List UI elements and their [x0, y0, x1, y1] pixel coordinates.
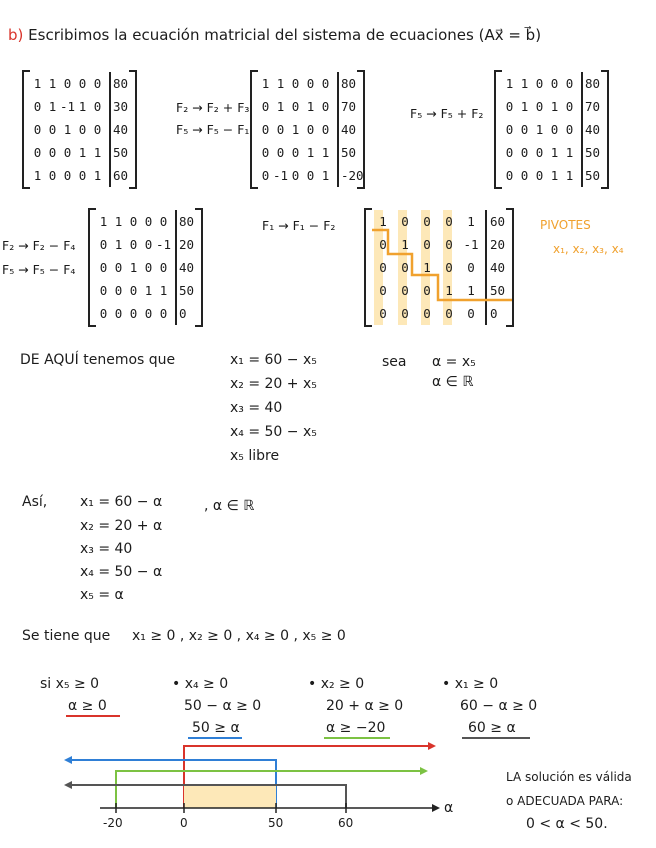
param-eq-2: x₂ = 20 + α — [80, 518, 163, 534]
matrix-cell: 0 — [379, 306, 387, 321]
matrix-cell: 1 — [93, 145, 102, 160]
solution-eq-5: x₅ libre — [230, 448, 280, 464]
matrix-cell: 0 — [291, 168, 300, 183]
row-op-2: F₅ → F₅ + F₂ — [410, 106, 484, 121]
matrix-cell: 1 — [276, 76, 285, 91]
row-op-1a: F₂ → F₂ + F₃ — [176, 100, 250, 115]
matrix-cell: 1 — [129, 260, 138, 275]
matrix-cell: 0 — [261, 145, 270, 160]
matrix-cell: 1 — [321, 145, 330, 160]
matrix-cell: 0 — [467, 306, 475, 321]
case2-line2: 50 − α ≥ 0 — [184, 698, 262, 714]
augmented-cell: 0 — [179, 306, 187, 321]
matrix-cell: 0 — [114, 260, 123, 275]
matrix-cell: 0 — [291, 99, 300, 114]
matrix-cell: 1 — [550, 168, 559, 183]
augmented-cell: 70 — [585, 99, 601, 114]
matrix-cell: 1 — [535, 122, 544, 137]
matrix-cell: 1 — [291, 122, 300, 137]
matrix-cell: 1 — [48, 99, 57, 114]
matrix-cell: 1 — [520, 76, 529, 91]
matrix-cell: 0 — [99, 237, 108, 252]
matrix-cell: 1 — [93, 168, 102, 183]
tick-label: 60 — [338, 816, 354, 830]
matrix-cell: 0 — [520, 145, 529, 160]
matrix-cell: 0 — [144, 214, 153, 229]
matrix-cell: 0 — [445, 306, 453, 321]
matrix-cell: 0 — [33, 99, 42, 114]
matrix-cell: 1 — [261, 76, 270, 91]
solution-eq-4: x₄ = 50 − x₅ — [230, 424, 317, 440]
matrix-cell: 0 — [129, 306, 138, 321]
augmented-cell: 80 — [179, 214, 195, 229]
matrix-cell: 0 — [99, 306, 108, 321]
matrix-cell: 0 — [63, 76, 72, 91]
matrix-cell: 0 — [306, 76, 315, 91]
matrix-cell: 0 — [78, 168, 87, 183]
matrix-cell: 0 — [550, 122, 559, 137]
matrix-cell: 0 — [261, 99, 270, 114]
augmented-cell: 50 — [341, 145, 357, 160]
augmented-cell: 50 — [490, 283, 506, 298]
augmented-cell: 50 — [585, 145, 601, 160]
matrix-cell: 0 — [520, 168, 529, 183]
matrix-cell: 1 — [114, 214, 123, 229]
matrix-cell: 1 — [401, 237, 409, 252]
matrix-cell: 0 — [505, 99, 514, 114]
matrix-cell: 1 — [99, 214, 108, 229]
matrix-cell: 1 — [63, 122, 72, 137]
case3-line2: 20 + α ≥ 0 — [326, 698, 404, 714]
matrix-cell: 1 — [114, 237, 123, 252]
augmented-cell: 80 — [341, 76, 357, 91]
matrix-cell: 1 — [321, 168, 330, 183]
header-title: Escribimos la ecuación matricial del sistema de ecuaciones (Ax⃗ = b⃗) — [28, 26, 542, 44]
matrix-cell: 0 — [467, 260, 475, 275]
tick-label: 50 — [268, 816, 284, 830]
case2-result: 50 ≥ α — [192, 720, 240, 736]
pivots-vars: x₁, x₂, x₃, x₄ — [553, 242, 624, 256]
matrix-cell: -1 — [273, 168, 289, 183]
augmented-cell: -20 — [341, 168, 364, 183]
matrix-cell: 1 — [565, 145, 574, 160]
matrix-cell: 0 — [63, 168, 72, 183]
matrix-cell: 1 — [467, 283, 475, 298]
case4-line2: 60 − α ≥ 0 — [460, 698, 538, 714]
matrix-cell: 0 — [114, 283, 123, 298]
matrix-cell: 0 — [401, 214, 409, 229]
matrix-cell: 0 — [144, 260, 153, 275]
tick-label: -20 — [103, 816, 123, 830]
case3-result: α ≥ −20 — [326, 720, 386, 736]
augmented-cell: 80 — [113, 76, 129, 91]
augmented-cell: 40 — [585, 122, 601, 137]
case2-line1: • x₄ ≥ 0 — [172, 676, 229, 692]
augmented-cell: 80 — [585, 76, 601, 91]
solution-eq-1: x₁ = 60 − x₅ — [230, 352, 317, 368]
matrix-cell: 0 — [129, 283, 138, 298]
matrix-cell: 0 — [276, 122, 285, 137]
matrix-cell: 0 — [261, 122, 270, 137]
constraints-intro: Se tiene que — [22, 628, 111, 644]
matrix-cell: 0 — [159, 306, 168, 321]
solution-eq-2: x₂ = 20 + x₅ — [230, 376, 317, 392]
augmented-cell: 30 — [113, 99, 129, 114]
augmented-cell: 60 — [113, 168, 129, 183]
matrix-cell: 1 — [48, 76, 57, 91]
param-eq-5: x₅ = α — [80, 587, 124, 603]
solution-eq-3: x₃ = 40 — [230, 400, 283, 416]
augmented-cell: 40 — [341, 122, 357, 137]
matrix-cell: 0 — [550, 76, 559, 91]
augmented-cell: 50 — [585, 168, 601, 183]
feasible-region — [184, 786, 276, 808]
matrix-cell: 0 — [535, 145, 544, 160]
case1-result: α ≥ 0 — [68, 698, 107, 714]
matrix-cell: 0 — [505, 145, 514, 160]
matrix-cell: 0 — [535, 99, 544, 114]
matrix-cell: 0 — [99, 260, 108, 275]
augmented-cell: 20 — [179, 237, 195, 252]
pivots-label: PIVOTES — [540, 218, 591, 232]
matrix-cell: 0 — [401, 283, 409, 298]
augmented-cell: 40 — [490, 260, 506, 275]
matrix-cell: -1 — [156, 237, 172, 252]
matrix-cell: 1 — [306, 99, 315, 114]
matrix-cell: 1 — [445, 283, 453, 298]
matrix-cell: 0 — [505, 168, 514, 183]
matrix-cell: 0 — [33, 145, 42, 160]
matrix-cell: 1 — [565, 168, 574, 183]
alpha-definition: α = x₅ — [432, 354, 476, 370]
matrix-cell: 0 — [33, 122, 42, 137]
augmented-cell: 40 — [113, 122, 129, 137]
augmented-cell: 0 — [490, 306, 498, 321]
parametric-intro: Así, — [22, 494, 48, 510]
matrix-cell: 0 — [423, 214, 431, 229]
matrix-cell: 0 — [48, 122, 57, 137]
matrix-cell: 1 — [159, 283, 168, 298]
matrix-cell: 1 — [423, 260, 431, 275]
matrix-cell: 0 — [93, 122, 102, 137]
matrix-cell: 0 — [401, 306, 409, 321]
matrix-cell: 0 — [159, 214, 168, 229]
matrix-cell: 1 — [306, 145, 315, 160]
axis-alpha-label: α — [444, 800, 454, 816]
case3-line1: • x₂ ≥ 0 — [308, 676, 365, 692]
matrix-cell: 0 — [261, 168, 270, 183]
conclusion-line-3: 0 < α < 50. — [526, 816, 608, 832]
augmented-cell: 20 — [490, 237, 506, 252]
matrix-cell: 1 — [78, 99, 87, 114]
case4-line1: • x₁ ≥ 0 — [442, 676, 499, 692]
alpha-domain: α ∈ ℝ — [432, 374, 474, 390]
augmented-cell: 70 — [341, 99, 357, 114]
matrix-cell: 0 — [321, 76, 330, 91]
augmented-cell: 40 — [179, 260, 195, 275]
matrix-cell: 0 — [379, 283, 387, 298]
row-op-1b: F₅ → F₅ − F₁ — [176, 122, 250, 137]
matrix-cell: 0 — [306, 168, 315, 183]
matrix-cell: 0 — [159, 260, 168, 275]
matrix-cell: 1 — [467, 214, 475, 229]
param-eq-1: x₁ = 60 − α — [80, 494, 163, 510]
row-op-3b: F₅ → F₅ − F₄ — [2, 262, 76, 277]
conclusion-line-1: LA solución es válida — [506, 770, 632, 784]
augmented-cell: 50 — [179, 283, 195, 298]
matrix-cell: 0 — [48, 145, 57, 160]
matrix-cell: 0 — [321, 122, 330, 137]
matrix-cell: 0 — [276, 145, 285, 160]
matrix-cell: 1 — [379, 214, 387, 229]
matrix-cell: 0 — [291, 145, 300, 160]
param-domain: , α ∈ ℝ — [204, 498, 255, 514]
matrix-cell: 0 — [114, 306, 123, 321]
matrix-cell: 0 — [379, 237, 387, 252]
matrix-cell: 0 — [144, 306, 153, 321]
matrix-cell: 0 — [445, 237, 453, 252]
augmented-cell: 50 — [113, 145, 129, 160]
matrix-cell: 0 — [565, 122, 574, 137]
part-letter: b) — [8, 26, 24, 44]
matrix-cell: 0 — [520, 122, 529, 137]
matrix-cell: 0 — [379, 260, 387, 275]
param-eq-3: x₃ = 40 — [80, 541, 133, 557]
matrix-cell: 0 — [78, 122, 87, 137]
matrix-cell: 1 — [33, 168, 42, 183]
matrix-cell: 0 — [535, 168, 544, 183]
row-op-4: F₁ → F₁ − F₂ — [262, 218, 336, 233]
matrix-cell: 0 — [48, 168, 57, 183]
matrix-cell: 1 — [276, 99, 285, 114]
let-word: sea — [382, 354, 407, 370]
matrix-cell: 0 — [445, 214, 453, 229]
matrix-cell: 1 — [550, 99, 559, 114]
matrix-cell: 0 — [321, 99, 330, 114]
tick-label: 0 — [180, 816, 188, 830]
row-op-3a: F₂ → F₂ − F₄ — [2, 238, 76, 253]
matrix-cell: 0 — [291, 76, 300, 91]
matrix-cell: 0 — [306, 122, 315, 137]
solution-intro: DE AQUÍ tenemos que — [20, 352, 176, 368]
augmented-cell: 60 — [490, 214, 506, 229]
matrix-cell: 1 — [550, 145, 559, 160]
case4-result: 60 ≥ α — [468, 720, 516, 736]
matrix-cell: 0 — [565, 76, 574, 91]
matrix-cell: 0 — [99, 283, 108, 298]
matrix-cell: 0 — [63, 145, 72, 160]
matrix-cell: 1 — [33, 76, 42, 91]
matrix-cell: 0 — [423, 283, 431, 298]
matrix-cell: -1 — [60, 99, 76, 114]
matrix-cell: 0 — [78, 76, 87, 91]
matrix-cell: 1 — [144, 283, 153, 298]
param-eq-4: x₄ = 50 − α — [80, 564, 163, 580]
matrix-cell: 1 — [520, 99, 529, 114]
constraints-list: x₁ ≥ 0 , x₂ ≥ 0 , x₄ ≥ 0 , x₅ ≥ 0 — [132, 628, 346, 644]
matrix-cell: -1 — [463, 237, 479, 252]
pivot-staircase — [372, 230, 512, 300]
matrix-cell: 0 — [423, 237, 431, 252]
matrix-cell: 0 — [423, 306, 431, 321]
matrix-cell: 0 — [505, 122, 514, 137]
matrix-cell: 0 — [93, 76, 102, 91]
matrix-cell: 1 — [505, 76, 514, 91]
matrix-cell: 1 — [78, 145, 87, 160]
matrix-cell: 0 — [144, 237, 153, 252]
matrix-cell: 0 — [565, 99, 574, 114]
case1-line1: si x₅ ≥ 0 — [40, 676, 100, 692]
matrix-cell: 0 — [535, 76, 544, 91]
conclusion-line-2: o ADECUADA PARA: — [506, 794, 624, 808]
matrix-cell: 0 — [129, 214, 138, 229]
matrix-cell: 0 — [445, 260, 453, 275]
matrix-cell: 0 — [129, 237, 138, 252]
matrix-cell: 0 — [401, 260, 409, 275]
matrix-cell: 0 — [93, 99, 102, 114]
